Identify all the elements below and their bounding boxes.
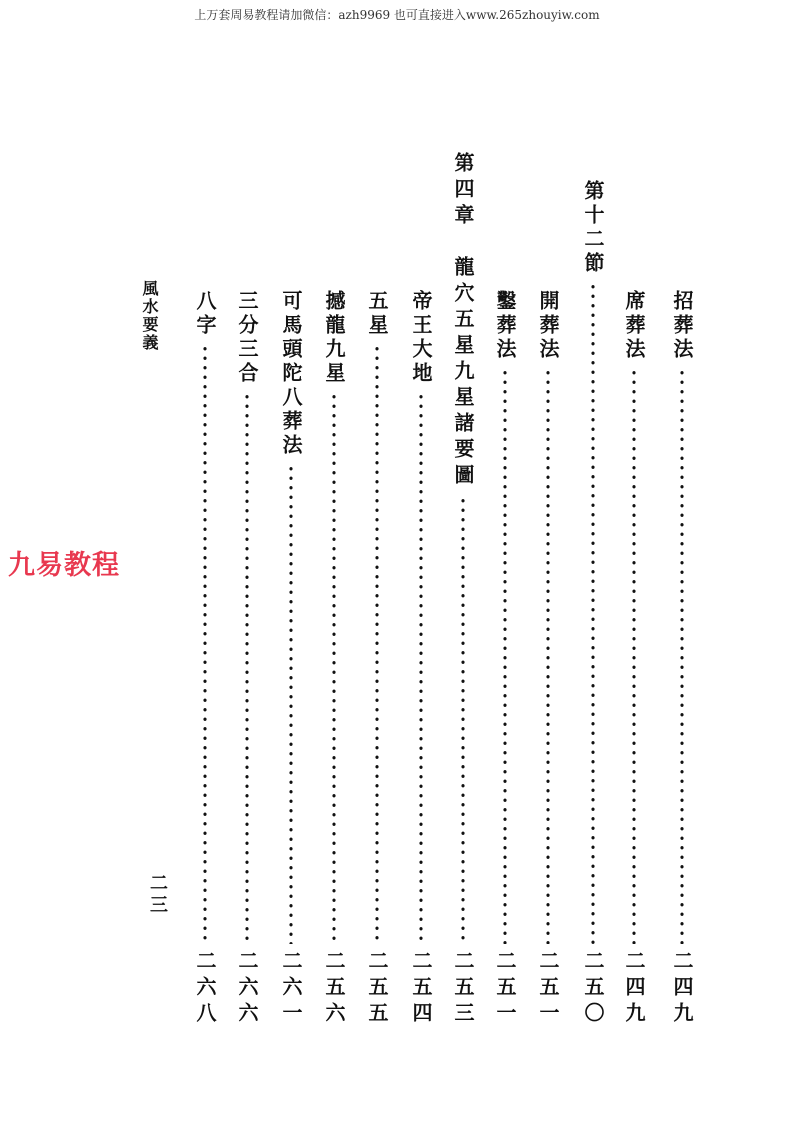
toc-entry [363, 290, 391, 1028]
toc-entry-title: 第四章 龍穴五星九星諸要圖 [451, 152, 475, 490]
toc-entry [191, 290, 219, 1028]
toc-entry-title: 撼龍九星 [322, 290, 346, 386]
toc-entry [491, 290, 519, 1028]
toc-entry-page: 二四九 [622, 950, 646, 1028]
toc-entry-title: 鑿葬法 [493, 290, 517, 362]
toc-entry [579, 180, 607, 1028]
dot-leader [546, 368, 550, 944]
page-folio: 二三 [147, 873, 168, 917]
toc-entry [320, 290, 348, 1028]
toc-entry-title: 八字 [193, 290, 217, 338]
toc-entry [233, 290, 261, 1028]
toc-entry [407, 290, 435, 1028]
toc-entry-page: 二五一 [536, 950, 560, 1028]
toc-entry-title: 招葬法 [670, 290, 694, 362]
dot-leader [245, 392, 249, 944]
toc-chapter-entry [449, 152, 477, 1028]
dot-leader [503, 368, 507, 944]
toc-entry-page: 二五五 [365, 950, 389, 1028]
dot-leader [289, 464, 293, 944]
toc-entry-page: 二五四 [409, 950, 433, 1028]
toc-entry [534, 290, 562, 1028]
toc-entry [620, 290, 648, 1028]
dot-leader [419, 392, 423, 944]
toc-entry-title: 五星 [365, 290, 389, 338]
toc-entry-title: 席葬法 [622, 290, 646, 362]
toc-entry-page: 二六一 [279, 950, 303, 1028]
toc-entry-title: 三分三合 [235, 290, 259, 386]
watermark-text: 九易教程 [8, 550, 120, 581]
toc-entry-title: 第十二節 [581, 180, 605, 276]
header-note: 上万套周易教程请加微信：azh9969 也可直接进入www.265zhouyiw.com [194, 8, 600, 22]
toc-entry [668, 290, 696, 1028]
toc-entry-page: 二四九 [670, 950, 694, 1028]
dot-leader [461, 496, 465, 944]
dot-leader [632, 368, 636, 944]
toc-entry-page: 二六六 [235, 950, 259, 1028]
toc-entry [277, 290, 305, 1028]
toc-entry-title: 開葬法 [536, 290, 560, 362]
book-title: 風水要義 [140, 280, 159, 352]
toc-entry-page: 二五一 [493, 950, 517, 1028]
dot-leader [332, 392, 336, 944]
toc-entry-page: 二五六 [322, 950, 346, 1028]
toc-entry-page: 二六八 [193, 950, 217, 1028]
dot-leader [680, 368, 684, 944]
toc-entry-page: 二五三 [451, 950, 475, 1028]
toc-entry-title: 可馬頭陀八葬法 [279, 290, 303, 458]
toc-entry-title: 帝王大地 [409, 290, 433, 386]
dot-leader [375, 344, 379, 944]
dot-leader [203, 344, 207, 944]
toc-entry-page: 二五〇 [581, 950, 605, 1028]
dot-leader [591, 282, 595, 944]
